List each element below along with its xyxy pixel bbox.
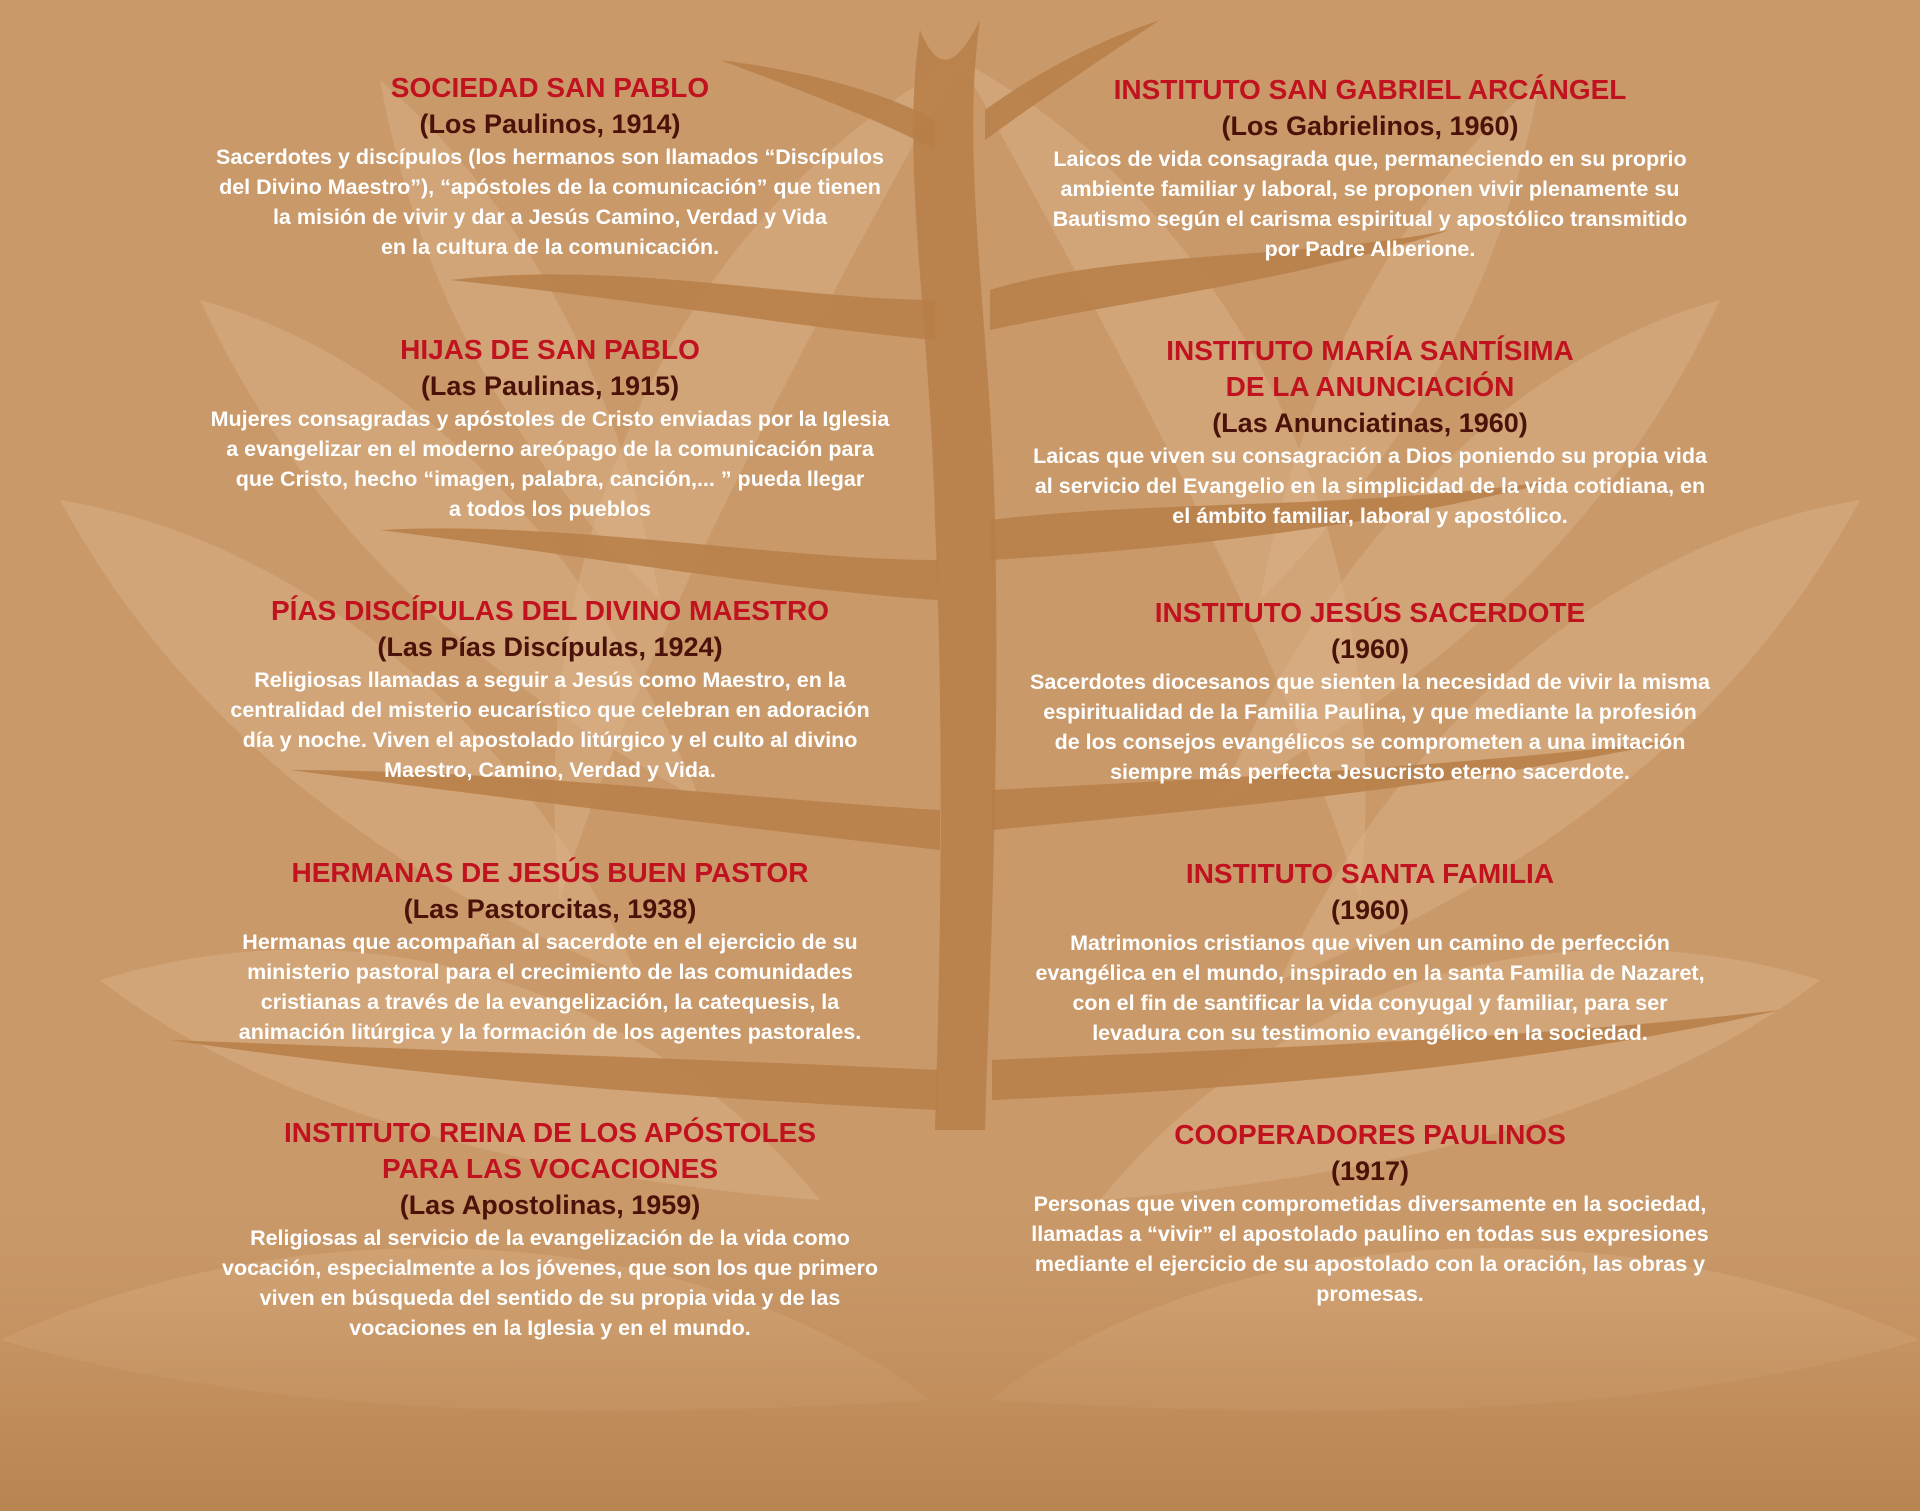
entry-pias-discipulas [170, 593, 930, 785]
entry-title: SOCIEDAD SAN PABLO [390, 72, 710, 103]
entry-description: Sacerdotes diocesanos que sienten la necesidad de vivir la misma espiritualidad de la Familia Paulina, y que mediante la profesión de los consejos evangélicos se comprometen a una imitación siempre más perfecta Jesucristo eterno sacerdote. [1030, 670, 1710, 784]
entry-hermanas-jesus-buen-pastor [170, 855, 930, 1047]
entry-description: Mujeres consagradas y apóstoles de Cristo enviadas por la Iglesia a evangelizar en el moderno areópago de la comunicación para que Cristo, hecho “imagen, palabra, canción,... ” pueda llegar a todos los pueblos [210, 407, 890, 521]
entry-description: Personas que viven comprometidas diversamente en la sociedad, llamadas a “vivir” el apostolado paulino en todas sus expresiones mediante el ejercicio de su apostolado con la oración, las obras y promesas. [1031, 1192, 1709, 1306]
entry-subtitle: (Los Gabrielinos, 1960) [1221, 111, 1519, 141]
entry-title: INSTITUTO SAN GABRIEL ARCÁNGEL [1113, 74, 1627, 105]
entry-subtitle: (1960) [1330, 634, 1410, 664]
entry-title: INSTITUTO JESÚS SACERDOTE [1154, 597, 1586, 628]
entry-subtitle: (1960) [1330, 895, 1410, 925]
entry-subtitle: (Las Pastorcitas, 1938) [403, 894, 697, 924]
entry-subtitle: (1917) [1330, 1156, 1410, 1186]
entry-description: Laicas que viven su consagración a Dios poniendo su propia vida al servicio del Evangelio en la simplicidad de la vida cotidiana, en el ámbito familiar, laboral y apostólico. [1033, 444, 1707, 528]
entry-sociedad-san-pablo [170, 70, 930, 262]
entry-subtitle: (Las Apostolinas, 1959) [399, 1190, 701, 1220]
entry-subtitle: (Las Anunciatinas, 1960) [1212, 408, 1528, 438]
entry-title: INSTITUTO SANTA FAMILIA [1185, 858, 1555, 889]
entry-subtitle: (Los Paulinos, 1914) [419, 109, 681, 139]
entry-subtitle: (Las Pías Discípulas, 1924) [377, 632, 723, 662]
entry-title: COOPERADORES PAULINOS [1174, 1119, 1566, 1150]
entry-hijas-de-san-pablo [170, 332, 930, 524]
entry-instituto-santa-familia [990, 856, 1750, 1048]
entry-title: INSTITUTO MARÍA SANTÍSIMA DE LA ANUNCIACIÓN [1166, 335, 1574, 402]
entry-title: PÍAS DISCÍPULAS DEL DIVINO MAESTRO [271, 595, 829, 626]
entry-instituto-san-gabriel [990, 72, 1750, 264]
entry-description: Religiosas al servicio de la evangelización de la vida como vocación, especialmente a los jóvenes, que son los que primero viven en búsqueda del sentido de su propia vida y de las vocaciones en la Iglesia y en el mundo. [222, 1226, 878, 1340]
entry-title: HIJAS DE SAN PABLO [400, 334, 700, 365]
entry-description: Laicos de vida consagrada que, permaneciendo en su proprio ambiente familiar y laboral, se proponen vivir plenamente su Bautismo según el carisma espiritual y apostólico transmitido por Padre Alberione. [1052, 147, 1688, 261]
entry-description: Sacerdotes y discípulos (los hermanos son llamados “Discípulos del Divino Maestro”), “apóstoles de la comunicación” que tienen la misión de vivir y dar a Jesús Camino, Verdad y Vida en la cultura de la comunicación. [216, 145, 884, 259]
entry-description: Hermanas que acompañan al sacerdote en el ejercicio de su ministerio pastoral para el crecimiento de las comunidades cristianas a través de la evangelización, la catequesis, la animación litúrgica y la formación de los agentes pastorales. [238, 930, 862, 1044]
entry-title: HERMANAS DE JESÚS BUEN PASTOR [291, 857, 809, 888]
entry-instituto-maria-santisima [990, 333, 1750, 531]
entry-cooperadores-paulinos [990, 1117, 1750, 1309]
entry-description: Religiosas llamadas a seguir a Jesús como Maestro, en la centralidad del misterio eucarístico que celebran en adoración día y noche. Viven el apostolado litúrgico y el culto al divino Maestro, Camino, Verdad y Vida. [230, 668, 870, 782]
entry-title: INSTITUTO REINA DE LOS APÓSTOLES PARA LAS VOCACIONES [283, 1117, 817, 1184]
entry-description: Matrimonios cristianos que viven un camino de perfección evangélica en el mundo, inspirado en la santa Familia de Nazaret, con el fin de santificar la vida conyugal y familiar, para ser levadura con su testimonio evangélico en la sociedad. [1035, 931, 1705, 1045]
entry-subtitle: (Las Paulinas, 1915) [420, 371, 680, 401]
entry-instituto-jesus-sacerdote [990, 595, 1750, 787]
entry-instituto-reina-apostoles [170, 1115, 930, 1343]
